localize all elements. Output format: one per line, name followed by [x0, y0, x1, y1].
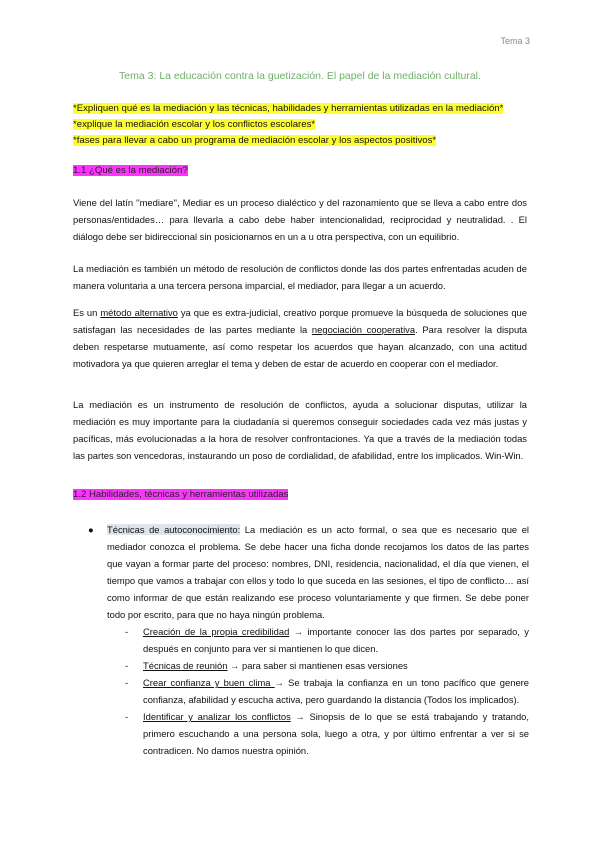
section-heading-2 — [73, 489, 288, 500]
sub-item-text: → para saber si mantienen esas versiones — [227, 660, 408, 671]
bullet-item — [88, 521, 529, 759]
bullet-dot-icon: ● — [88, 524, 94, 535]
objective-text: *Expliquen qué es la mediación y las técnicas, habilidades y herramientas utilizadas en la mediación* — [73, 103, 504, 114]
dash-marker: - — [125, 660, 129, 671]
bullet-text: La mediación es un acto formal, o sea que es necesario que el mediador conozca el problema. Se debe hacer una ficha donde recojamos los datos de las partes que vayan a formar parte del proceso: nombres, DNI, residencia, nacionalidad, el día que vienen, el tiempo que vamos a trabajar con ellos y todo lo que suceda en las sesiones, el tipo de conflicto… así como informar de que están realizando ese proceso voluntariamente y que firmen. Se debe poner todo por escrito, para que no haya ningún problema. — [107, 524, 529, 620]
text-run: ya que es extra-judicial, creativo porque promueve la búsqueda de soluciones que satisfagan las necesidades de las partes mediante la — [73, 307, 527, 335]
sub-item-term: Técnicas de reunión — [143, 660, 228, 671]
text-run: . Para resolver la disputa deben respetarse mutuamente, así como respetar los acuerdos que hayan alcanzado, con una actitud motivadora ya que quieren arreglar el tema y deben de estar de acuerdo en cooperar con el mediador. — [73, 324, 527, 369]
paragraph: Viene del latín ''mediare'', Mediar es un proceso dialéctico y del razonamiento que se lleva a cabo entre dos personas/entidades… para llevarla a cabo debe haber intencionalidad, reciprocidad y neutralidad. . El diálogo debe ser bidireccional sin posicionarnos en un a u otra perspectiva, con un equilibrio. — [73, 197, 527, 242]
dash-marker: - — [125, 626, 129, 637]
section-heading-text: 1.2 Habilidades, técnicas y herramientas utilizadas — [73, 489, 289, 500]
document-title: Tema 3: La educación contra la guetización. El papel de la mediación cultural. — [119, 70, 481, 82]
paragraph: La mediación es también un método de resolución de conflictos donde las dos partes enfrentadas acuden de manera voluntaria a una tercera persona imparcial, el mediador, para llegar a un acuerdo. — [73, 263, 527, 291]
sub-item — [125, 708, 529, 759]
objective-item — [73, 133, 503, 149]
sub-item-text: → importante conocer las dos partes por separado, y después en conjunto para ver si mantienen lo que dicen. — [143, 626, 529, 654]
sub-item-text: → Se trabaja la confianza en un tono pacífico que genere confianza, afabilidad y escucha activa, pero guardando la distancia (Todos los implicados). — [143, 677, 529, 705]
dash-marker: - — [125, 677, 129, 688]
section-heading-text: 1.1 ¿Qué es la mediación? — [73, 165, 188, 176]
bullet-body — [107, 521, 529, 623]
objective-item — [73, 117, 503, 133]
bullet-lead-term: Técnicas de autoconocimiento: — [107, 524, 241, 535]
sub-item-term: Crear confianza y buen clima — [143, 677, 275, 688]
objective-item — [73, 101, 503, 117]
section-heading-1 — [73, 165, 188, 176]
text-run: Es un — [73, 307, 101, 318]
sub-item — [125, 674, 529, 708]
paragraph: La mediación es un instrumento de resolución de conflictos, ayuda a solucionar disputas, utilizar la mediación es muy importante para la ciudadanía si queremos conseguir sociedades cada vez más justas y pacíficas, más evolucionadas a la hora de resolver confrontaciones. Ya que a través de la mediación todas las partes son vencedoras, instaurando un poso de cordialidad, de afabilidad, entre los implicados. Win-Win. — [73, 399, 527, 461]
underlined-term: método alternativo — [100, 307, 178, 318]
underlined-term: negociación cooperativa — [311, 324, 416, 335]
dash-marker: - — [125, 711, 129, 722]
page-header-tag: Tema 3 — [500, 36, 530, 46]
paragraph — [73, 304, 527, 372]
sub-item-term: Identificar y analizar los conflictos — [143, 711, 291, 722]
sub-item — [125, 657, 529, 674]
sub-item-term: Creación de la propia credibilidad — [143, 626, 290, 637]
sub-item-text: → Sinopsis de lo que se está trabajando y tratando, primero escuchando a una persona sola, luego a otra, y por último enfrentar a ver si se contradicen. No damos nuestra opinión. — [143, 711, 529, 756]
objective-text: *explique la mediación escolar y los conflictos escolares* — [73, 119, 316, 130]
sub-item — [125, 623, 529, 657]
objectives-list — [73, 101, 503, 149]
objective-text: *fases para llevar a cabo un programa de mediación escolar y los aspectos positivos* — [73, 135, 437, 146]
